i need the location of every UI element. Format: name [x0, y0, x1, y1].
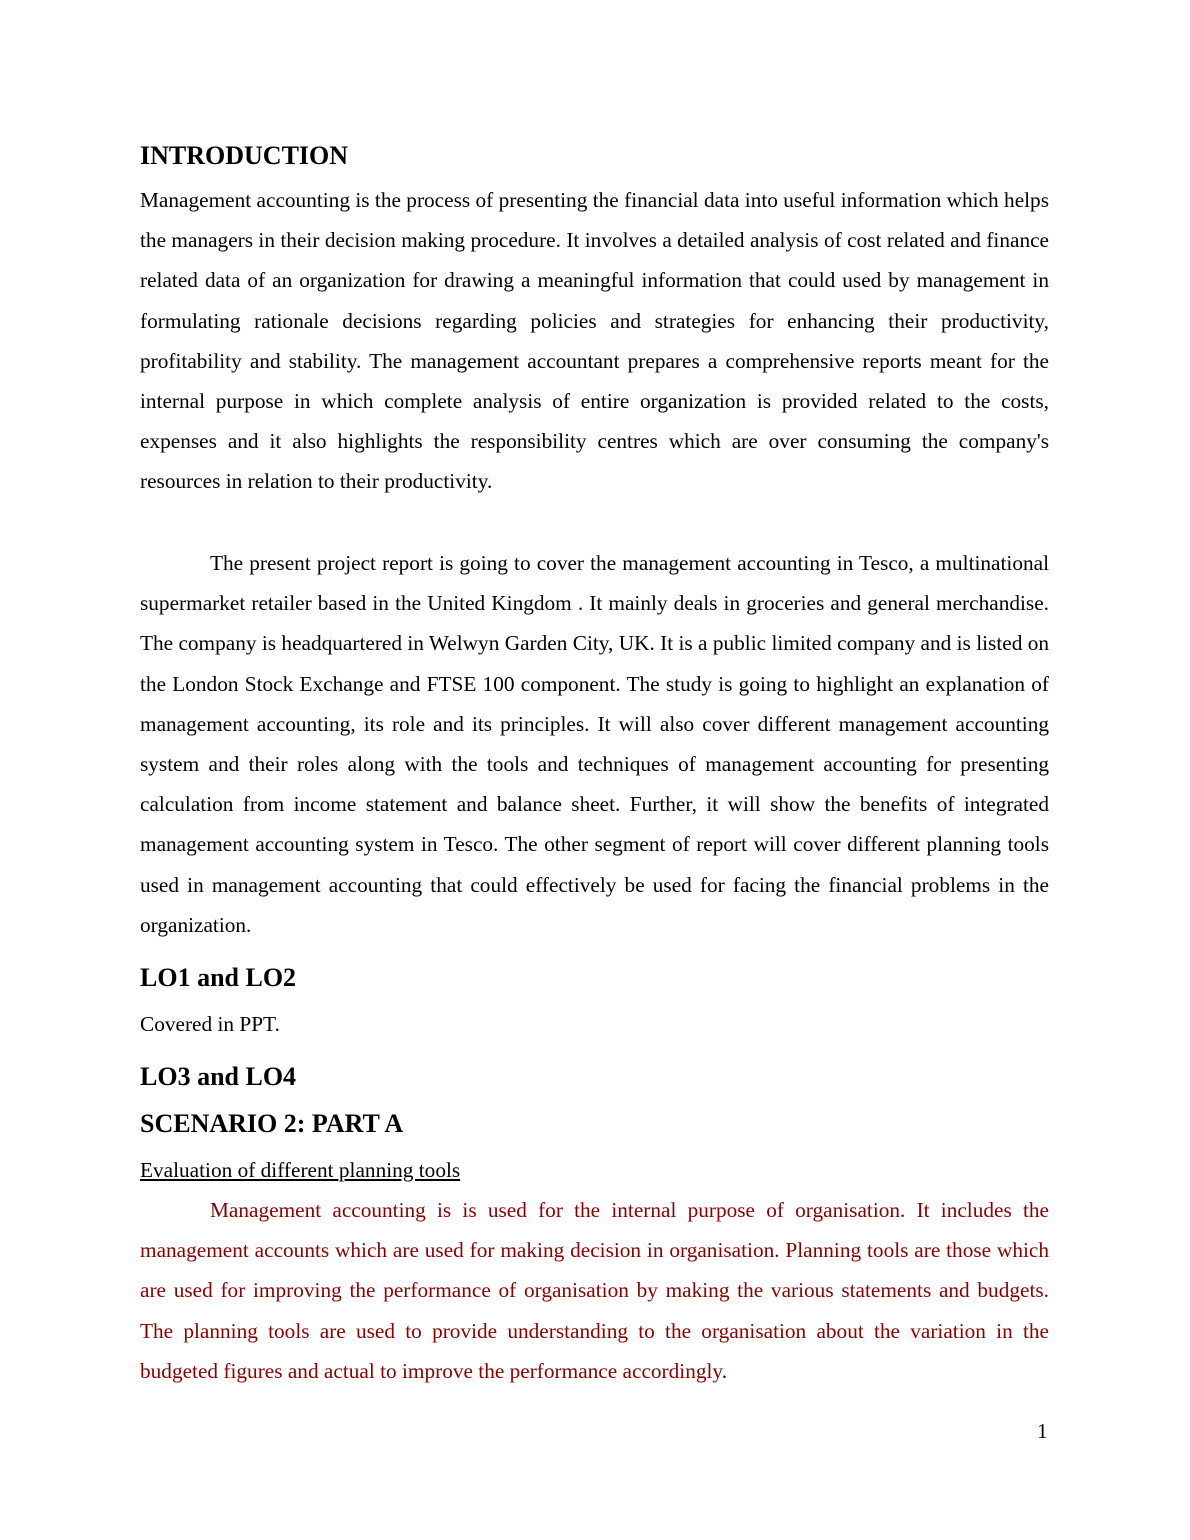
scenario-heading: SCENARIO 2: PART A — [140, 1109, 404, 1138]
planning-tools-paragraph-end: . — [721, 1358, 728, 1383]
introduction-heading: INTRODUCTION — [140, 141, 349, 170]
page-number: 1 — [1037, 1419, 1048, 1443]
planning-tools-subheading: Evaluation of different planning tools — [140, 1158, 461, 1182]
lo1-lo2-heading: LO1 and LO2 — [140, 963, 297, 992]
lo1-lo2-text: Covered in PPT. — [140, 1012, 280, 1036]
lo3-lo4-heading: LO3 and LO4 — [140, 1062, 297, 1091]
introduction-paragraph-1: Management accounting is the process of presenting the financial data into useful information which helps the managers in their decision making procedure. It involves a detailed analysis of cost related and finance related data of an organization for drawing a meaningful information that could used by management in formulating rationale decisions regarding policies and strategies for enhancing their productivity, profitability and stability. The management accountant prepares a comprehensive reports meant for the internal purpose in which complete analysis of entire organization is provided related to the costs, expenses and it also highlights the responsibility centres which are over consuming the company's resources in relation to their productivity. — [140, 188, 1049, 494]
planning-tools-paragraph-text: Management accounting is is used for the internal purpose of organisation. It includes the management accounts which are used for making decision in organisation. Planning tools are those which are used for improving the performance of organisation by making the various statements and budgets. The planning tools are used to provide understanding to the organisation about the variation in the budgeted figures and actual to improve the performance accordingly — [140, 1198, 1049, 1383]
planning-tools-paragraph — [140, 1190, 1049, 1391]
introduction-paragraph-2: The present project report is going to cover the management accounting in Tesco, a multinational supermarket retailer based in the United Kingdom . It mainly deals in groceries and general merchandise. The company is headquartered in Welwyn Garden City, UK. It is a public limited company and is listed on the London Stock Exchange and FTSE 100 component. The study is going to highlight an explanation of management accounting, its role and its principles. It will also cover different management accounting system and their roles along with the tools and techniques of management accounting for presenting calculation from income statement and balance sheet. Further, it will show the benefits of integrated management accounting system in Tesco. The other segment of report will cover different planning tools used in management accounting that could effectively be used for facing the financial problems in the organization. — [140, 551, 1049, 937]
